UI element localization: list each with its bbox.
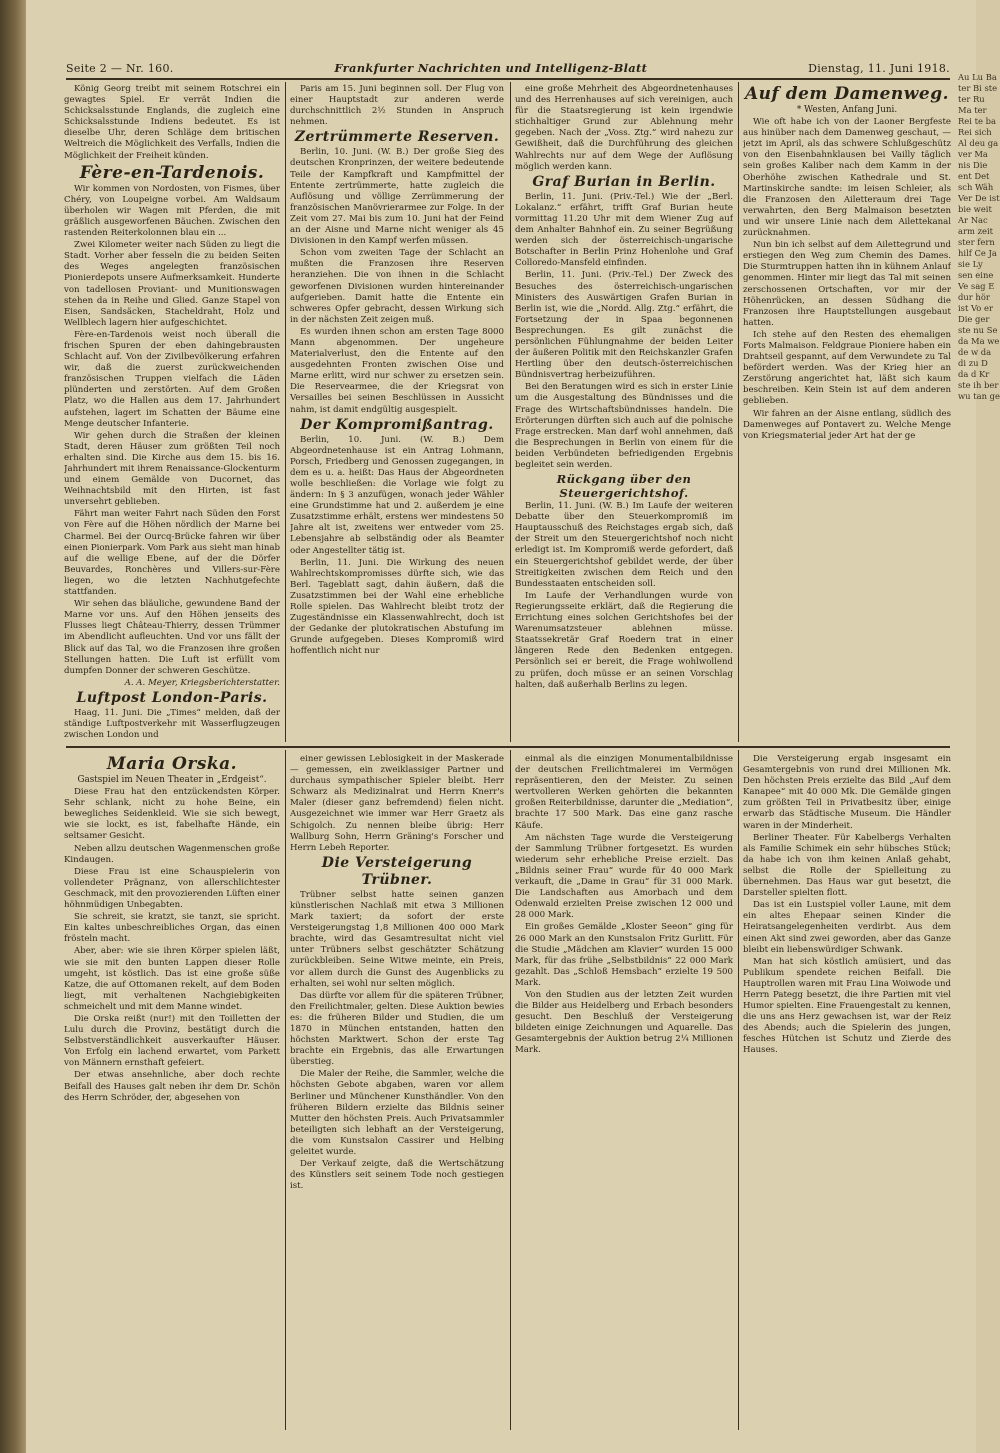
article-title: Die Versteigerung Trübner. [321, 854, 473, 888]
masthead: Frankfurter Nachrichten und Intelligenz-Blatt [334, 61, 648, 75]
article-paragraph: Die Orska reißt (nur!) mit den Toilletten der Lulu durch die Provinz, bestätigt durch die Selbstverständlichkeit ausverkaufter Häuser. Von Erfolg ein lachend erwartet, vom Parkett von Männern ernsthaft gefeiert. [64, 1013, 280, 1069]
page-number: Seite 2 — Nr. 160. [66, 61, 174, 75]
article-paragraph: Der etwas ansehnliche, aber doch rechte Beifall des Hauses galt neben ihr dem Dr. Schön des Herrn Schröder, der, abgesehen von [64, 1070, 280, 1103]
column-rule [285, 82, 286, 742]
issue-date: Dienstag, 11. Juni 1918. [808, 61, 950, 75]
article-title: Fère-en-Tardenois. [79, 162, 265, 183]
article-paragraph: Berliner Theater. Für Kabelbergs Verhalten als Familie Schimek ein sehr hübsches Stück; da habe ich von ihm keinen Anlaß gehabt, selbst die Rolle der Spielleitung zu übernehmen. Das Haus war gut besetzt, die Darsteller spielten flott. [743, 832, 951, 899]
article-title: Graf Burian in Berlin. [532, 173, 716, 190]
article-paragraph: Berlin, 11. Juni. (Priv.-Tel.) Wie der „Berl. Lokalanz.“ erfährt, trifft Graf Burian heute vormittag 11.20 Uhr mit dem Wiener Zug auf dem Anhalter Bahnhof ein. Zu seiner Begrüßung werden sich der österreichisch-ungarische Botschafter in Berlin Prinz Hohenlohe und Graf Colloredo-Mansfeld einfinden. [515, 191, 733, 269]
article-paragraph: Fère-en-Tardenois weist noch überall die frischen Spuren der eben dahingebrausten Schlacht auf. Von der Zivilbevölkerung erfahren wir, daß die zuerst zurückweichenden französischen Truppen vielfach die Läden plünderten und zerstörten. Auf dem Großen Platz, wo die Hallen aus dem 17. Jahrhundert aufstehen, lagert im Schatten der Bäume eine Menge deutscher Infanterie. [64, 329, 280, 429]
column-4 [743, 84, 951, 742]
column-intro: einer gewissen Leblosigkeit in der Maskerade — gemessen, ein zweiklassiger Partner und durchaus sympathischer Spieler bleibt. Herr Schwarz als Medizinalrat und Herrn Knerr's Maler (dieser ganz befremdend) fielen nicht. Ausgezeichnet wie immer war Herr Graetz als Schigolch. Zu nennen bleibe übrig: Herr Wallburg Sohn, Herrn Gräning's Forscher und Herrn Lebeh Reporter. [290, 754, 504, 853]
article-paragraph: Wie oft habe ich von der Laoner Bergfeste aus hinüber nach dem Damenweg geschaut, — jetzt im April, als das schwere Schlußgeschütz von den Eisenbahnklausen bei Vailly täglich sein großes Kaliber nach dem Kamm in der Oberhöhe zwischen Kathedrale und St. Martinskirche sandte: im leisen Schleier, als die Franzosen den Ailetteraum drei Tage verwahrten, den Berg Malmaison besetzten und wir unsere Linie nach dem Ailettekanal zurücknahmen. [743, 117, 951, 239]
column-rule [738, 750, 739, 1430]
book-binding [0, 0, 26, 1453]
column-rule [738, 82, 739, 742]
article-paragraph: Nun bin ich selbst auf dem Ailettegrund und erstiegen den Weg zum Chemin des Dames. Die Sturmtruppen hatten ihn in kühnem Anlauf genommen. Hinter mir liegt das Tal mit seinen zerschossenen Ortschaften, vor mir der Höhenrücken, an dessen Südhang die Franzosen ihre Hauptstellungen ausgebaut hatten. [743, 240, 951, 328]
column-2 [290, 84, 504, 742]
article-subtitle: Gastspiel im Neuen Theater in „Erdgeist“. [77, 775, 267, 785]
article-title: Der Kompromißantrag. [300, 416, 494, 433]
article-paragraph: Ich stehe auf den Resten des ehemaligen Forts Malmaison. Feldgraue Pioniere haben ein Drahtseil gespannt, auf dem Verwundete zu Tal befördert werden. Was der Krieg hier an Zerstörung angerichtet hat, läßt sich kaum beschreiben. Kein Stein ist auf dem anderen geblieben. [743, 329, 951, 407]
article-dateline: * Westen, Anfang Juni. [796, 105, 898, 115]
adjacent-page-edge: Au Lu Ba ter Bi ste ter Ru Ma ter Rei te ba Rei sich Al deu ga ver Ma nis Die ent Det sch Wäh Ver De ist bie weit Ar Nac arm zeit ster fern hilf Ce Ja sie Ly sen eine Ve sag E dur hör ist Vo er Die ger ste nu Se da Ma we de w da di zu D da d Kr ste ih ber wu tan ge [958, 72, 1000, 401]
column-6 [290, 754, 504, 1430]
article-paragraph: Fährt man weiter Fahrt nach Süden den Forst von Fère auf die Höhen nördlich der Marne bei Charmel. Bei der Ourcq-Brücke fahren wir über einen Pionierpark. Vom Park aus sieht man hinab auf die wellige Ebene, auf der die Dörfer Beuvardes, Ronchères und Villers-sur-Fère liegen, wo die letzten Nachhutgefechte stattfanden. [64, 509, 280, 598]
article-title: Auf dem Damenweg. [744, 84, 950, 104]
article-paragraph: Wir fahren an der Aisne entlang, südlich des Damenweges auf Pontavert zu. Welche Menge von Kriegsmaterial jeder Art hat der ge [743, 408, 951, 441]
article-paragraph: Schon vom zweiten Tage der Schlacht an mußten die Franzosen ihre Reserven heranziehen. Die von ihnen in die Schlacht geworfenen Divisionen wurden hintereinander aufgerieben. Damit hatte die Entente ein schweres Opfer gebracht, dessen Wirkung sich in der nächsten Zeit zeigen muß. [290, 248, 504, 325]
article-paragraph: Sie schreit, sie kratzt, sie tanzt, sie spricht. Ein kaltes unbeschreibliches Organ, das einen frösteln macht. [64, 912, 280, 945]
article-title: Zertrümmerte Reserven. [294, 129, 500, 146]
column-8 [743, 754, 951, 1430]
article-paragraph: Berlin, 11. Juni. (Priv.-Tel.) Der Zweck des Besuches des österreichisch-ungarischen Ministers des Auswärtigen Grafen Burian in Berlin ist, wie die „Nordd. Allg. Ztg.“ erfährt, die Fortsetzung der in Spaa begonnenen Besprechungen. Es gilt zunächst die persönlichen Fühlungnahme der beiden Leiter der äußeren Politik mit den Reichskanzler Grafen Hertling über den deutsch-österreichischen Bündnisvertrag herbeizuführen. [515, 270, 733, 381]
article-paragraph: Von den Studien aus der letzten Zeit wurden die Bilder aus Heidelberg und Erbach besonders gesucht. Den Beschluß der Versteigerung bildeten einige Zeichnungen und Aquarelle. Das Gesamtergebnis der Auktion betrug 2¼ Millionen Mark. [515, 989, 733, 1056]
article-title: Luftpost London-Paris. [76, 689, 268, 706]
article-paragraph: Bei den Beratungen wird es sich in erster Linie um die Ausgestaltung des Bündnisses und die Frage des Wirtschaftsbündnisses handeln. Die Erörterungen dürften sich auch auf die polnische Frage erstrecken. Man darf wohl annehmen, daß die Besprechungen in Berlin von einem für die beiden Verbündeten befriedigenden Ergebnis begleitet sein werden. [515, 382, 733, 470]
column-rule [285, 750, 286, 1430]
article-paragraph: Am nächsten Tage wurde die Versteigerung der Sammlung Trübner fortgesetzt. Es wurden wiederum sehr erhebliche Preise erzielt. Das „Bildnis seiner Frau“ wurde für 40 000 Mark verkauft, die „Dame in Grau“ für 31 000 Mark. Die Landschaften aus Amorbach und dem Odenwald erzielten Preise zwischen 12 000 und 28 000 Mark. [515, 832, 733, 921]
article-paragraph: Es wurden ihnen schon am ersten Tage 8000 Mann abgenommen. Der ungeheure Materialverlust, den die Entente auf den ausgedehnten Fronten zwischen Oise und Marne erlitt, wird nur schwer zu ersetzen sein. Die Reservearmee, die der Kriegsrat von Versailles bei seinen Beschlüssen in Aussicht nahm, ist damit endgültig ausgespielt. [290, 326, 504, 415]
article-paragraph: Man hat sich köstlich amüsiert, und das Publikum spendete reichen Beifall. Die Hauptrollen waren mit Frau Lina Woiwode und Herrn Pategg besetzt, die ihre Partien mit viel Humor spielten. Eine Frauengestalt zu kennen, die uns ans Herz gewachsen ist, war der Reiz des Abends; auch die Spielerin des jungen, fesches Hütchen ist Schutz und Zierde des Hauses. [743, 956, 951, 1056]
article-paragraph: Haag, 11. Juni. Die „Times“ melden, daß der ständige Luftpostverkehr mit Wasserflugzeugen zwischen London und [64, 707, 280, 741]
article-paragraph: Zwei Kilometer weiter nach Süden zu liegt die Stadt. Vorher aber fesseln die zu beiden Seiten des Weges angelegten französischen Pionierdepots unsere Aufmerksamkeit. Hunderte von tadellosen Proviant- und Munitionswagen stehen da in Reihe und Glied. Ganze Stapel von Eisen, Sandsäcken, Stacheldraht, Holz und Wellblech lagern hier aufgeschichtet. [64, 240, 280, 328]
page-header [66, 59, 950, 77]
article-paragraph: Berlin, 11. Juni. (W. B.) Im Laufe der weiteren Debatte über den Steuerkompromiß im Hauptausschuß des Reichstages ergab sich, daß der Streit um den Steuergerichtshof noch nicht erledigt ist. Im Kompromiß werde gefordert, daß ein Steuergerichtshof gebildet werde, der über Streitigkeiten zwischen dem Reich und den Bundesstaaten entscheiden soll. [515, 501, 733, 589]
column-7 [515, 754, 733, 1430]
article-title: Maria Orska. [106, 754, 238, 774]
article-paragraph: Trübner selbst hatte seinen ganzen künstlerischen Nachlaß mit etwa 3 Millionen Mark taxiert; da sofort der erste Versteigerungstag 1,8 Millionen 400 000 Mark brachte, wird das Gesamtresultat nicht viel unter Trübners selbst geschätzter Schätzung zurückbleiben. Seine Witwe meinte, ein Preis, vor allem durch die Gunst des Augenblicks zu erhalten, sei wohl nur selten möglich. [290, 889, 504, 989]
column-intro: einmal als die einzigen Monumentalbildnisse der deutschen Freilichtmalerei im Vermögen repräsentieren, den der Meister. Zu seinen wertvolleren Werken gehörten die bekannten großen Reiterbildnisse, darunter die „Mediation“, brachte 17 500 Mark. Das eine ganz rasche Käufe. [515, 754, 733, 831]
column-rule [510, 82, 511, 742]
article-title: Rückgang über den Steuergerichtshof. [556, 472, 692, 501]
article-paragraph: Ein großes Gemälde „Kloster Seeon“ ging für 26 000 Mark an den Kunstsalon Fritz Gurlitt. Für die Studie „Mädchen am Klavier“ wurden 15 000 Mark, für das frühe „Selbstbildnis“ 22 000 Mark gezahlt. Das „Schloß Hemsbach“ erzielte 19 500 Mark. [515, 922, 733, 988]
article-paragraph: Berlin, 11. Juni. Die Wirkung des neuen Wahlrechtskompromisses dürfte sich, wie das Berl. Tageblatt sagt, dahin äußern, daß die Zusatzstimmen bei der Wahl eine erhebliche Rolle spielen. Das Wahlrecht bleibt trotz der Zugeständnisse ein Klassenwahlrecht, doch ist der Gedanke der plutokratischen Abstufung im Grunde aufgegeben. Dieses Kompromiß wird hoffentlich nicht nur [290, 557, 504, 657]
column-intro: Die Versteigerung ergab insgesamt ein Gesamtergebnis von rund drei Millionen Mk. Den höchsten Preis erzielte das Bild „Auf dem Kanapee“ mit 40 000 Mk. Die Gemälde gingen zum größten Teil in Privatbesitz über, einige erwarb das Städtische Museum. Die Händler waren in der Minderheit. [743, 754, 951, 831]
article-paragraph: Im Laufe der Verhandlungen wurde von Regierungsseite erklärt, daß die Regierung die Errichtung eines solchen Gerichtshofes bei der Warenumsatzsteuer ablehnen müsse. Staatssekretär Graf Roedern trat in einer längeren Rede den Bedenken entgegen. Persönlich sei er bereit, die Frage wohlwollend zu prüfen, doch müsse er an seinen Vorschlag halten, daß außerhalb Berlins zu legen. [515, 590, 733, 690]
article-paragraph: Das ist ein Lustspiel voller Laune, mit dem ein altes Ehepaar seinen Kinder die Heiratsangelegenheiten verdirbt. Aus dem einen Akt sind zwei geworden, aber das Ganze bleibt ein liebenswürdiger Schwank. [743, 900, 951, 955]
article-paragraph: Diese Frau ist eine Schauspielerin von vollendeter Prägnanz, von allerschlichtester Geschmack, mit den provozierenden Lüften einer höhnmüdigen Unbegabten. [64, 866, 280, 911]
article-paragraph: Das dürfte vor allem für die späteren Trübner, den Freilichtmaler, gelten. Diese Auktion bewies es: die früheren Bilder und Studien, die um 1870 in München entstanden, hatten den höchsten Marktwert. Schon der erste Tag brachte ein Ergebnis, das alle Erwartungen überstieg. [290, 990, 504, 1068]
article-paragraph: Wir kommen von Nordosten, von Fismes, über Chéry, von Loupeigne vorbei. Am Waldsaum überholen wir Wagen mit Pferden, die mit gräßlich ausgeworfenen Bäuchen. Zwischen den rastenden Reiterkolonnen blau ein ... [64, 183, 280, 239]
article-paragraph: Berlin, 10. Juni. (W. B.) Der große Sieg des deutschen Kronprinzen, der weitere bedeutende Teile der Kampfkraft und Kampfmittel der Entente zertrümmerte, hatte zugleich die Auflösung und völlige Zerrümmerung der französischen Manövrierarmee zur Folge. In der Zeit vom 27. Mai bis zum 10. Juni hat der Feind an der Aisne und Marne nicht weniger als 45 Divisionen in den Kampf werfen müssen. [290, 147, 504, 247]
article-paragraph: Berlin, 10. Juni. (W. B.) Dem Abgeordnetenhause ist ein Antrag Lohmann, Porsch, Friedberg und Genossen zugegangen, in dem es u. a. heißt: Das Haus der Abgeordneten wolle beschließen: die Vorlage wie folgt zu ändern: In § 3 anzufügen, wonach jeder Wähler eine Grundstimme hat und 2. außerdem je eine Zusatzstimme erhält, erstens wer mindestens 50 Jahre alt ist, zweitens wer entweder vom 25. Lebensjahre ab selbständig oder als Beamter oder Angestellter tätig ist. [290, 434, 504, 556]
header-rule [66, 78, 950, 80]
column-intro: König Georg treibt mit seinem Rotschrei ein gewagtes Spiel. Er verrät Indien die Schicksalsstunde Englands, die zugleich eine Schicksalsstunde Indiens bedeutet. Es ist dieselbe Uhr, deren Schläge dem britischen Weltreich die Möglichkeit des Verfalls, Indien die Möglichkeit der Freiheit künden. [64, 84, 280, 161]
column-intro: eine große Mehrheit des Abgeordnetenhauses und des Herrenhauses auf sich vereinigen, auch für die Staatsregierung ist kein irgendwie stichhaltiger Grund zur Ablehnung mehr gegeben. Nach der „Voss. Ztg.“ wird nahezu zur Gewißheit, daß die Durchführung des gleichen Wahlrechts nur auf dem Wege der Auflösung möglich werden kann. [515, 84, 733, 172]
column-intro: Paris am 15. Juni beginnen soll. Der Flug von einer Hauptstadt zur anderen werde durchschnittlich 2½ Stunden in Anspruch nehmen. [290, 84, 504, 128]
column-3 [515, 84, 733, 742]
article-paragraph: Wir sehen das bläuliche, gewundene Band der Marne vor uns. Auf den Höhen jenseits des Flusses liegt Château-Thierry, dessen Trümmer im Abendlicht aufleuchten. Und vor uns fällt der Blick auf das Tal, wo die Franzosen ihre großen Stellungen hatten. Die Luft ist erfüllt vom dumpfen Donner der schweren Geschütze. [64, 599, 280, 676]
column-1 [64, 84, 280, 742]
column-rule [510, 750, 511, 1430]
section-rule [66, 746, 950, 748]
article-paragraph: Diese Frau hat den entzückendsten Körper. Sehr schlank, nicht zu hohe Beine, ein bewegliches Seidenkleid. Wie sie sich bewegt, wie sie lockt, es ist, fabelhafte Hände, ein seltsamer Gesicht. [64, 787, 280, 842]
article-paragraph: Wir gehen durch die Straßen der kleinen Stadt, deren Häuser zum größten Teil noch erhalten sind. Die Kirche aus dem 15. bis 16. Jahrhundert mit ihrem Renaissance-Glockenturm und einem Gemälde von Ducornet, das Weihnachtsbild mit den Hirten, ist fast unversehrt geblieben. [64, 430, 280, 508]
article-paragraph: Aber, aber: wie sie ihren Körper spielen läßt, wie sie mit den bunten Lappen dieser Rolle umgeht, ist köstlich. Das ist eine große süße Katze, die auf Ottomanen rekelt, auf dem Boden liegt, mit verhaltenen Nachgiebigkeiten schmeichelt und mit dem Manne windet. [64, 946, 280, 1012]
column-5 [64, 754, 280, 1430]
article-byline: A. A. Meyer, Kriegsberichterstatter. [124, 677, 280, 688]
article-paragraph: Die Maler der Reihe, die Sammler, welche die höchsten Gebote abgaben, waren vor allem Berliner und Münchener Kunsthändler. Von den früheren Bildern erzielte das Bildnis seiner Mutter den höchsten Preis. Auch Privatsammler beteiligten sich lebhaft an der Versteigerung, die vom Kunstsalon Cassirer und Helbing geleitet wurde. [290, 1069, 504, 1157]
article-paragraph: Neben allzu deutschen Wagenmenschen große Kindaugen. [64, 843, 280, 865]
article-paragraph: Der Verkauf zeigte, daß die Wertschätzung des Künstlers seit seinem Tode noch gestiegen ist. [290, 1159, 504, 1192]
